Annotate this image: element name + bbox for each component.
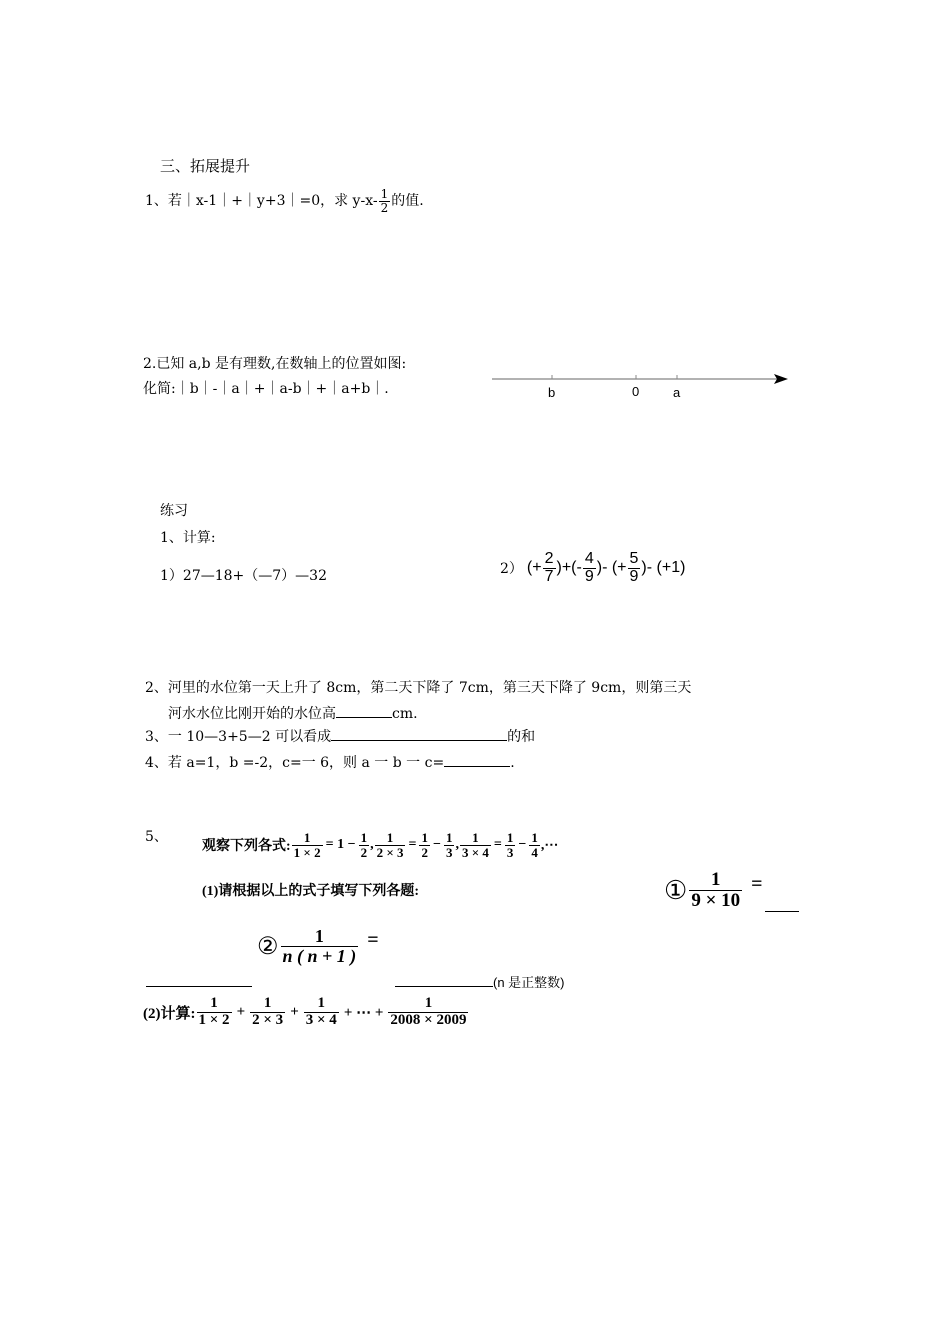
practice-title: 练习 — [160, 503, 188, 519]
q5-item2-left-line — [146, 972, 252, 991]
q5-part2: (2)计算: $\frac{1}{1 \times 2}$ + $\frac{1}{2 \times 3}$ + $\frac{1}{3 \times 4}$ + ⋯ + $\frac{1}{2008 \times 2009}$ — [143, 995, 467, 1028]
frac-2-7: $\frac{2}{7}$ — [544, 550, 554, 585]
practice-q4: 4、若 a=1，b =-2，c=一 6，则 a 一 b 一 c= . — [145, 752, 515, 772]
observe-expressions: 观察下列各式: $\frac{1}{1 \times 2}$ = 1 − $\frac{1}{2}$ , $\frac{1}{2 \times 3}$ = $\frac{1}{2}$ − $\frac{1}{3}$ , $\frac{1}{3 \times 4}$ = $\frac{1}{3}$ − $\frac{1}{4}$ ,⋯ — [202, 830, 559, 860]
practice-q2-line1: 2、河里的水位第一天上升了 8cm，第二天下降了 7cm，第三天下降了 9cm，则第三天 — [145, 680, 692, 696]
q1-prefix: 1、若｜x-1｜+｜y+3｜=0，求 y-x- — [145, 193, 378, 210]
circled-2-icon: ② — [257, 933, 279, 960]
q5-item-2: ② $\frac{1}{n ( n + 1 )}$ = — [257, 926, 379, 966]
answer-blank-item2[interactable] — [395, 972, 493, 987]
practice-q1-part1: 1）27—18+（—7）—32 — [160, 568, 327, 584]
ext-question-1 — [145, 188, 424, 214]
practice-q1-label: 1、计算: — [160, 530, 216, 546]
answer-blank-item1[interactable] — [765, 891, 799, 912]
q5-part1-instruction: (1)请根据以上的式子填写下列各题: — [202, 884, 419, 899]
axis-label-zero: 0 — [632, 384, 640, 399]
section-title-extension: 三、拓展提升 — [160, 157, 251, 175]
circled-1-icon: ① — [664, 875, 688, 905]
ext-question-2-line1: 2.已知 a,b 是有理数,在数轴上的位置如图: — [143, 356, 407, 372]
practice-q2-line2: 河水水位比刚开始的水位高 cm. — [168, 703, 418, 723]
frac-4-9: $\frac{4}{9}$ — [584, 550, 594, 585]
axis-label-b: b — [548, 385, 556, 400]
axis-label-a: a — [673, 385, 681, 400]
q1-fraction: $\frac{1}{2}$ — [380, 187, 389, 215]
q5-item-1: ① $\frac{1}{9 \times 10}$ = — [664, 869, 799, 912]
number-line-figure — [490, 368, 790, 404]
q1-suffix: 的值. — [391, 193, 424, 210]
practice-q1-part2: 2） (+ $\frac{2}{7}$ )+(- $\frac{4}{9}$ )- (+ $\frac{5}{9}$ )- (+1) — [500, 550, 686, 585]
frac-5-9: $\frac{5}{9}$ — [629, 550, 639, 585]
answer-blank-q3[interactable] — [331, 726, 507, 741]
ext-question-2-line2: 化简:｜b｜-｜a｜+｜a-b｜+｜a+b｜. — [143, 381, 389, 397]
answer-blank-item2-left[interactable] — [146, 972, 252, 987]
answer-blank-q4[interactable] — [444, 752, 510, 767]
practice-q5-label: 5、 — [145, 829, 168, 845]
q5-item2-answer: (n 是正整数) — [395, 972, 565, 991]
answer-blank-q2[interactable] — [336, 703, 392, 718]
practice-q3: 3、一 10—3+5—2 可以看成 的和 — [145, 726, 535, 746]
